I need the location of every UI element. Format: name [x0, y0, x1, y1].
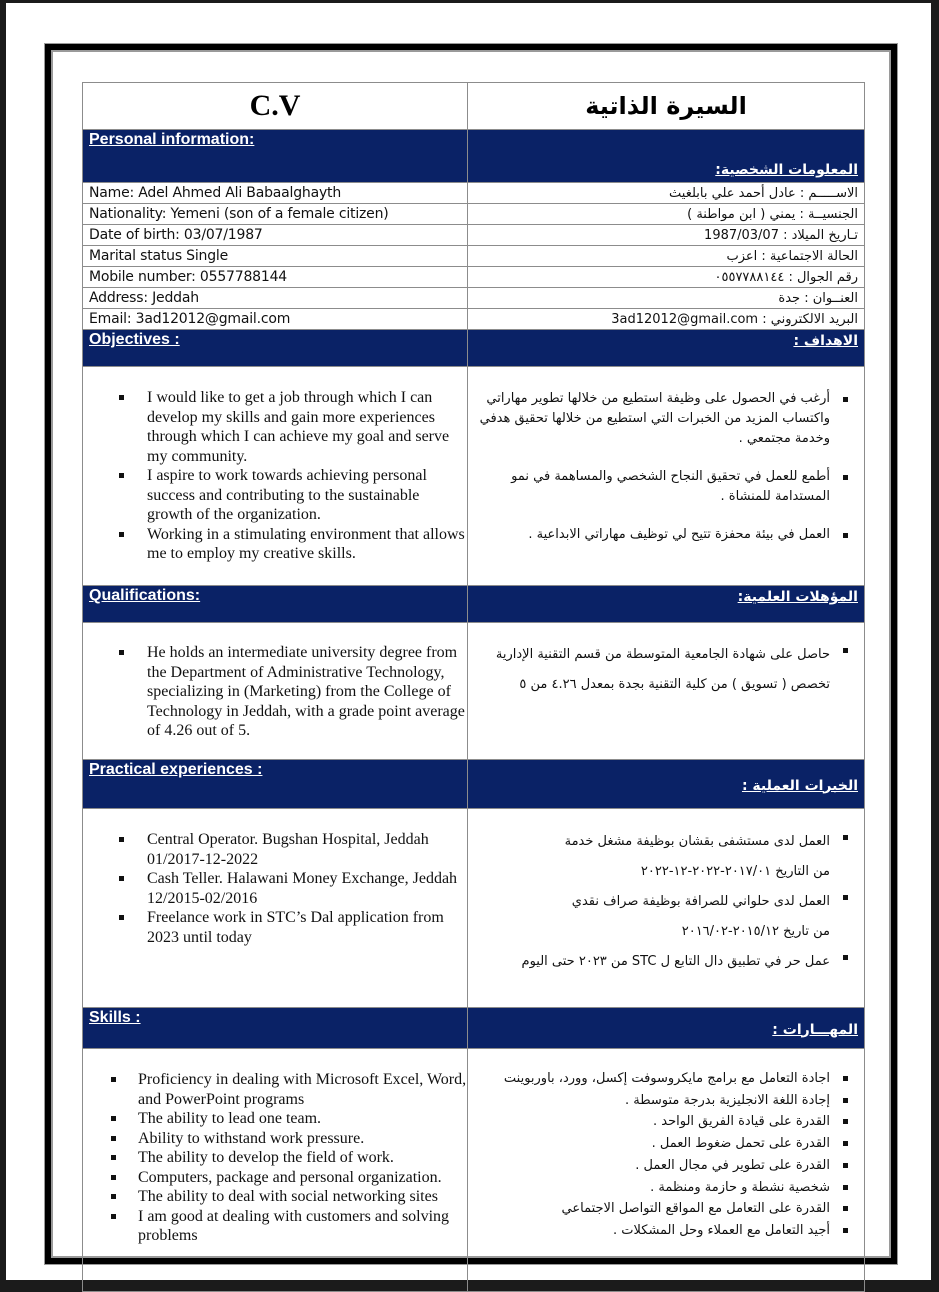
skill-item-ar: القدرة على قيادة الفريق الواحد . — [468, 1111, 850, 1133]
qualification-item-ar: حاصل على شهادة الجامعية المتوسطة من قسم التقنية الإدارية تخصص ( تسويق ) من كلية التقنية بجدة بمعدل ٤.٢٦ من ٥ — [468, 640, 850, 700]
objective-item: I would like to get a job through which I can develop my skills and gain more experiences through which I can achieve my goal and serve my community. — [119, 388, 467, 466]
bullet-icon — [843, 648, 848, 653]
experience-item: Central Operator. Bugshan Hospital, Jeddah 01/2017-12-2022 — [119, 830, 467, 869]
experience-item: Cash Teller. Halawani Money Exchange, Jeddah 12/2015-02/2016 — [119, 869, 467, 908]
email-en[interactable]: Email: 3ad12012@gmail.com — [89, 311, 291, 327]
info-row-dob — [83, 225, 865, 246]
bullet-icon — [843, 895, 848, 900]
skill-item: The ability to lead one team. — [111, 1109, 467, 1129]
experience-list-en — [83, 830, 467, 947]
skill-item: The ability to develop the field of work. — [111, 1148, 467, 1168]
info-row-mobile — [83, 267, 865, 288]
heading-skills-ar: المهـــارات : — [772, 1021, 858, 1038]
experience-item-ar: العمل لدى مستشفى بقشان بوظيفة مشغل خدمة من التاريخ ٢٠١٧/٠١-٢٠٢٢-١٢-٢٠٢٢ — [468, 827, 850, 887]
bullet-icon — [111, 1077, 116, 1082]
objectives-list-en — [83, 388, 467, 564]
bullet-icon — [843, 475, 848, 480]
heading-qualifications-en: Qualifications: — [89, 587, 201, 604]
bullet-icon — [111, 1155, 116, 1160]
skill-item-ar: القدرة على تطوير في مجال العمل . — [468, 1155, 850, 1177]
skill-item: The ability to deal with social networking sites — [111, 1187, 467, 1207]
title-row — [83, 83, 865, 130]
heading-qualifications-ar: المؤهلات العلمية: — [737, 589, 858, 605]
qualification-item: He holds an intermediate university degree from the Department of Administrative Technology, specializing in (Marketing) from the College of Technology in Jeddah, with a grade point average of 4.26 out of 5. — [119, 643, 467, 741]
email-ar[interactable]: البريد الالكتروني : 3ad12012@gmail.com — [611, 311, 858, 327]
bullet-icon — [111, 1194, 116, 1199]
bullet-icon — [119, 650, 124, 655]
bullet-icon — [843, 1228, 848, 1233]
objective-item-ar: أطمع للعمل في تحقيق النجاح الشخصي والمساهمة في نمو المستدامة للمنشاة . — [468, 467, 850, 507]
dob-en: Date of birth: 03/07/1987 — [89, 227, 263, 243]
skills-list-ar — [468, 1068, 864, 1242]
objective-item: I aspire to work towards achieving personal success and contributing to the sustainable growth of the organization. — [119, 466, 467, 525]
info-row-email — [83, 309, 865, 330]
experience-list-ar — [468, 827, 864, 977]
bullet-icon — [119, 915, 124, 920]
heading-skills-en: Skills : — [89, 1009, 141, 1026]
heading-objectives-en: Objectives : — [89, 331, 180, 348]
section-header-experience — [83, 760, 865, 809]
bullet-icon — [111, 1116, 116, 1121]
skill-item-ar: القدرة على التعامل مع المواقع التواصل الاجتماعي — [468, 1198, 850, 1220]
qualifications-body — [83, 623, 865, 760]
bullet-icon — [843, 533, 848, 538]
objectives-body — [83, 367, 865, 586]
skill-item: Proficiency in dealing with Microsoft Excel, Word, and PowerPoint programs — [111, 1070, 467, 1109]
experience-item-ar: عمل حر في تطبيق دال التابع ل STC من ٢٠٢٣ حتى اليوم — [468, 947, 850, 977]
bullet-icon — [843, 1141, 848, 1146]
nationality-ar: الجنسيــة : يمني ( ابن مواطنة ) — [687, 206, 858, 222]
bullet-icon — [119, 473, 124, 478]
skill-item: Ability to withstand work pressure. — [111, 1129, 467, 1149]
bullet-icon — [843, 1076, 848, 1081]
objective-item-ar: العمل في بيئة محفزة تتيح لي توظيف مهاراتي الابداعية . — [468, 525, 850, 545]
bullet-icon — [111, 1136, 116, 1141]
qualifications-list-en — [83, 643, 467, 741]
bullet-icon — [111, 1214, 116, 1219]
experience-item-ar: العمل لدى حلواني للصرافة بوظيفة صراف نقدي من تاريخ ٢٠١٥/١٢-٢٠١٦/٠٢ — [468, 887, 850, 947]
experience-item: Freelance work in STC’s Dal application from 2023 until today — [119, 908, 467, 947]
heading-experience-en: Practical experiences : — [89, 761, 263, 778]
bullet-icon — [843, 1098, 848, 1103]
skills-list-en — [83, 1070, 467, 1246]
section-header-objectives — [83, 330, 865, 367]
title-english: C.V — [249, 89, 301, 122]
skills-body — [83, 1049, 865, 1292]
info-row-name — [83, 183, 865, 204]
bullet-icon — [119, 876, 124, 881]
mobile-ar: رقم الجوال : ٠٥٥٧٧٨٨١٤٤ — [714, 269, 858, 285]
skill-item-ar: شخصية نشطة و حازمة ومنظمة . — [468, 1177, 850, 1199]
skill-item-ar: القدرة على تحمل ضغوط العمل . — [468, 1133, 850, 1155]
section-header-qualifications — [83, 586, 865, 623]
heading-personal-ar: المعلومات الشخصية: — [715, 162, 858, 178]
marital-ar: الحالة الاجتماعية : اعزب — [726, 248, 858, 264]
nationality-en: Nationality: Yemeni (son of a female citizen) — [89, 206, 389, 222]
bullet-icon — [843, 397, 848, 402]
info-row-address — [83, 288, 865, 309]
bullet-icon — [843, 1185, 848, 1190]
info-row-marital — [83, 246, 865, 267]
title-arabic: السيرة الذاتية — [585, 92, 747, 120]
heading-experience-ar: الخبرات العملية : — [741, 777, 858, 794]
heading-personal-en: Personal information: — [89, 131, 255, 148]
info-row-nationality — [83, 204, 865, 225]
objective-item: Working in a stimulating environment that allows me to employ my creative skills. — [119, 525, 467, 564]
section-header-personal — [83, 130, 865, 183]
skill-item: I am good at dealing with customers and solving problems — [111, 1207, 467, 1246]
bullet-icon — [843, 1206, 848, 1211]
name-en: Name: Adel Ahmed Ali Babaalghayth — [89, 185, 341, 201]
bullet-icon — [111, 1175, 116, 1180]
bullet-icon — [119, 532, 124, 537]
objectives-list-ar — [468, 389, 864, 545]
objective-item-ar: أرغب في الحصول على وظيفة استطيع من خلالها تطوير مهاراتي واكتساب المزيد من الخبرات التي استطيع من خلالها تحقيق هدفي وخدمة مجتمعي . — [468, 389, 850, 449]
mobile-en: Mobile number: 0557788144 — [89, 269, 288, 285]
name-ar: الاســـــم : عادل أحمد علي بابلغيث — [669, 185, 858, 201]
skill-item-ar: اجادة التعامل مع برامج مايكروسوفت إكسل، وورد، باوربوينت — [468, 1068, 850, 1090]
bullet-icon — [843, 1119, 848, 1124]
experience-body — [83, 809, 865, 1008]
skill-item-ar: إجادة اللغة الانجليزية بدرجة متوسطة . — [468, 1090, 850, 1112]
skill-item: Computers, package and personal organization. — [111, 1168, 467, 1188]
bullet-icon — [843, 1163, 848, 1168]
qualifications-list-ar — [468, 640, 864, 700]
address-en: Address: Jeddah — [89, 290, 199, 306]
bullet-icon — [843, 835, 848, 840]
skill-item-ar: أجيد التعامل مع العملاء وحل المشكلات . — [468, 1220, 850, 1242]
address-ar: العنــوان : جدة — [778, 290, 858, 306]
bullet-icon — [119, 395, 124, 400]
bullet-icon — [843, 955, 848, 960]
marital-en: Marital status Single — [89, 248, 229, 264]
bullet-icon — [119, 837, 124, 842]
dob-ar: تـاريخ الميلاد : 1987/03/07 — [704, 227, 858, 243]
heading-objectives-ar: الاهداف : — [793, 333, 858, 349]
cv-table — [82, 82, 865, 1292]
section-header-skills — [83, 1008, 865, 1049]
